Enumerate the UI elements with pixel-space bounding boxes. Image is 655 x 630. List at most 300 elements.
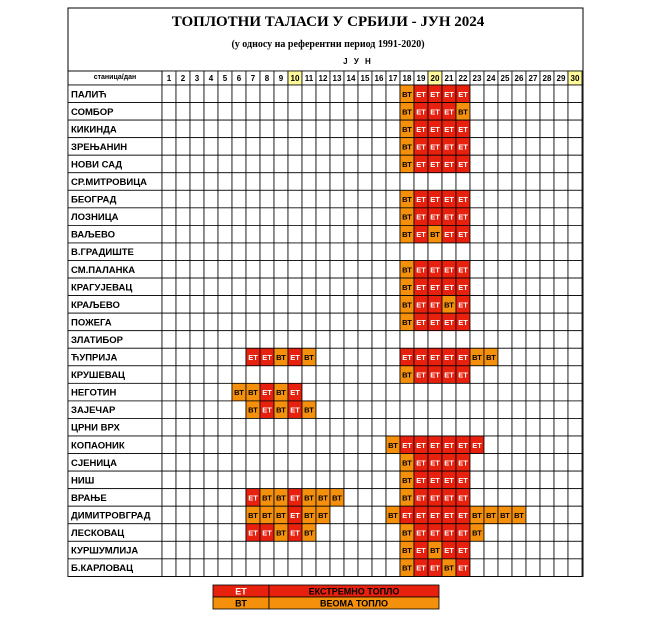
empty-cell <box>358 418 372 436</box>
station-name: ЛОЗНИЦА <box>71 212 119 224</box>
empty-cell <box>470 331 484 349</box>
empty-cell <box>372 261 386 279</box>
empty-cell <box>162 524 176 542</box>
empty-cell <box>526 173 540 191</box>
empty-cell <box>484 225 498 243</box>
empty-cell <box>470 190 484 208</box>
empty-cell <box>484 383 498 401</box>
empty-cell <box>162 418 176 436</box>
heat-cell-label: ЕТ <box>430 282 440 292</box>
empty-cell <box>176 243 190 261</box>
heat-cell-label: ЕТ <box>416 493 426 503</box>
heat-cell-label: ВТ <box>402 475 412 485</box>
empty-cell <box>540 120 554 138</box>
empty-cell <box>386 155 400 173</box>
empty-cell <box>274 541 288 559</box>
empty-cell <box>498 401 512 419</box>
empty-cell <box>190 261 204 279</box>
heat-cell-label: ВТ <box>500 510 510 520</box>
empty-cell <box>218 261 232 279</box>
heat-cell-label: ЕТ <box>444 89 454 99</box>
empty-cell <box>456 173 470 191</box>
empty-cell <box>372 190 386 208</box>
empty-cell <box>526 120 540 138</box>
empty-cell <box>372 559 386 577</box>
heat-cell-label: ЕТ <box>430 563 440 573</box>
empty-cell <box>442 331 456 349</box>
heat-cell-label: ВТ <box>248 405 258 415</box>
empty-cell <box>372 173 386 191</box>
station-name: КОПАОНИК <box>71 440 125 452</box>
empty-cell <box>512 524 526 542</box>
empty-cell <box>540 454 554 472</box>
heat-cell-label: ЕТ <box>444 493 454 503</box>
empty-cell <box>176 436 190 454</box>
empty-cell <box>484 138 498 156</box>
empty-cell <box>484 331 498 349</box>
empty-cell <box>260 85 274 103</box>
empty-cell <box>484 489 498 507</box>
empty-cell <box>302 225 316 243</box>
heat-cell-label: ЕТ <box>416 317 426 327</box>
empty-cell <box>302 120 316 138</box>
empty-cell <box>554 559 568 577</box>
empty-cell <box>204 313 218 331</box>
heat-cell-label: ЕТ <box>248 493 258 503</box>
empty-cell <box>568 401 582 419</box>
heat-cell-label: ЕТ <box>416 230 426 240</box>
empty-cell <box>372 541 386 559</box>
empty-cell <box>218 541 232 559</box>
empty-cell <box>512 348 526 366</box>
empty-cell <box>302 436 316 454</box>
empty-cell <box>218 208 232 226</box>
empty-cell <box>176 454 190 472</box>
empty-cell <box>358 138 372 156</box>
empty-cell <box>246 559 260 577</box>
empty-cell <box>190 278 204 296</box>
empty-cell <box>190 120 204 138</box>
heat-cell-label: ЕТ <box>262 405 272 415</box>
empty-cell <box>554 261 568 279</box>
station-name: НОВИ САД <box>71 159 123 171</box>
empty-cell <box>246 103 260 121</box>
empty-cell <box>498 173 512 191</box>
empty-cell <box>302 261 316 279</box>
station-name: ЦРНИ ВРХ <box>71 422 120 434</box>
heat-cell-label: ЕТ <box>444 124 454 134</box>
empty-cell <box>330 278 344 296</box>
empty-cell <box>204 296 218 314</box>
empty-cell <box>540 541 554 559</box>
heat-cell-label: ЕТ <box>444 159 454 169</box>
empty-cell <box>344 559 358 577</box>
empty-cell <box>442 418 456 436</box>
day-header: 6 <box>236 74 242 83</box>
empty-cell <box>162 278 176 296</box>
empty-cell <box>330 173 344 191</box>
empty-cell <box>274 208 288 226</box>
empty-cell <box>512 489 526 507</box>
heat-cell-label: ЕТ <box>444 317 454 327</box>
empty-cell <box>372 103 386 121</box>
empty-cell <box>358 243 372 261</box>
empty-cell <box>568 383 582 401</box>
empty-cell <box>470 243 484 261</box>
empty-cell <box>176 541 190 559</box>
heat-cell-label: ЕТ <box>458 124 468 134</box>
empty-cell <box>260 208 274 226</box>
empty-cell <box>484 120 498 138</box>
empty-cell <box>162 155 176 173</box>
day-header: 4 <box>208 74 214 83</box>
empty-cell <box>232 278 246 296</box>
empty-cell <box>568 436 582 454</box>
heat-cell-label: ЕТ <box>444 510 454 520</box>
empty-cell <box>498 225 512 243</box>
empty-cell <box>288 559 302 577</box>
empty-cell <box>288 454 302 472</box>
empty-cell <box>540 103 554 121</box>
empty-cell <box>442 401 456 419</box>
empty-cell <box>190 225 204 243</box>
heat-cell-label: ЕТ <box>444 212 454 222</box>
empty-cell <box>204 85 218 103</box>
empty-cell <box>274 155 288 173</box>
empty-cell <box>302 418 316 436</box>
empty-cell <box>498 541 512 559</box>
empty-cell <box>162 454 176 472</box>
empty-cell <box>260 103 274 121</box>
empty-cell <box>568 278 582 296</box>
empty-cell <box>344 489 358 507</box>
empty-cell <box>512 383 526 401</box>
empty-cell <box>568 173 582 191</box>
heat-cell-label: ВТ <box>402 528 412 538</box>
empty-cell <box>176 401 190 419</box>
empty-cell <box>554 401 568 419</box>
heat-cell-label: ЕТ <box>444 475 454 485</box>
empty-cell <box>302 559 316 577</box>
empty-cell <box>386 261 400 279</box>
station-name: ЗЛАТИБОР <box>71 334 123 346</box>
empty-cell <box>232 401 246 419</box>
empty-cell <box>554 190 568 208</box>
empty-cell <box>316 454 330 472</box>
empty-cell <box>288 190 302 208</box>
empty-cell <box>554 155 568 173</box>
station-name: КИКИНДА <box>71 124 117 136</box>
heat-cell-label: ЕТ <box>458 353 468 363</box>
empty-cell <box>358 524 372 542</box>
empty-cell <box>232 85 246 103</box>
heat-cell-label: ЕТ <box>458 230 468 240</box>
empty-cell <box>414 418 428 436</box>
empty-cell <box>512 155 526 173</box>
empty-cell <box>428 331 442 349</box>
empty-cell <box>232 524 246 542</box>
empty-cell <box>218 524 232 542</box>
empty-cell <box>274 120 288 138</box>
empty-cell <box>246 418 260 436</box>
empty-cell <box>316 331 330 349</box>
chart-subtitle: (у односу на референтни период 1991-2020) <box>231 39 425 50</box>
empty-cell <box>498 296 512 314</box>
empty-cell <box>554 489 568 507</box>
empty-cell <box>512 559 526 577</box>
empty-cell <box>386 524 400 542</box>
heat-cell-label: ЕТ <box>458 370 468 380</box>
empty-cell <box>372 401 386 419</box>
empty-cell <box>386 138 400 156</box>
empty-cell <box>176 278 190 296</box>
empty-cell <box>176 120 190 138</box>
empty-cell <box>470 155 484 173</box>
empty-cell <box>190 173 204 191</box>
empty-cell <box>456 331 470 349</box>
empty-cell <box>568 524 582 542</box>
station-name: КРАГУЈЕВАЦ <box>71 282 133 294</box>
empty-cell <box>302 155 316 173</box>
empty-cell <box>358 331 372 349</box>
heat-cell-label: ЕТ <box>416 353 426 363</box>
empty-cell <box>512 120 526 138</box>
empty-cell <box>204 506 218 524</box>
empty-cell <box>372 243 386 261</box>
empty-cell <box>400 383 414 401</box>
heat-cell-label: ЕТ <box>290 528 300 538</box>
empty-cell <box>190 138 204 156</box>
empty-cell <box>330 243 344 261</box>
empty-cell <box>554 524 568 542</box>
empty-cell <box>176 138 190 156</box>
empty-cell <box>330 296 344 314</box>
empty-cell <box>246 85 260 103</box>
empty-cell <box>358 383 372 401</box>
empty-cell <box>204 208 218 226</box>
empty-cell <box>414 243 428 261</box>
empty-cell <box>288 103 302 121</box>
empty-cell <box>442 243 456 261</box>
heat-cell-label: ЕТ <box>402 440 412 450</box>
empty-cell <box>386 489 400 507</box>
heat-cell-label: ЕТ <box>444 528 454 538</box>
empty-cell <box>302 331 316 349</box>
empty-cell <box>274 261 288 279</box>
heat-cell-label: ВТ <box>276 353 286 363</box>
empty-cell <box>204 348 218 366</box>
empty-cell <box>484 103 498 121</box>
heat-cell-label: ЕТ <box>458 265 468 275</box>
empty-cell <box>344 541 358 559</box>
empty-cell <box>232 261 246 279</box>
empty-cell <box>386 243 400 261</box>
empty-cell <box>330 331 344 349</box>
empty-cell <box>512 225 526 243</box>
empty-cell <box>274 454 288 472</box>
heat-cell-label: ВТ <box>402 159 412 169</box>
heat-cell-label: ЕТ <box>430 317 440 327</box>
empty-cell <box>344 383 358 401</box>
empty-cell <box>484 541 498 559</box>
empty-cell <box>316 401 330 419</box>
heat-cell-label: ЕТ <box>430 159 440 169</box>
empty-cell <box>232 436 246 454</box>
empty-cell <box>498 524 512 542</box>
empty-cell <box>316 348 330 366</box>
empty-cell <box>344 348 358 366</box>
empty-cell <box>344 313 358 331</box>
empty-cell <box>288 243 302 261</box>
empty-cell <box>316 296 330 314</box>
empty-cell <box>316 208 330 226</box>
empty-cell <box>526 155 540 173</box>
empty-cell <box>386 401 400 419</box>
heat-cell-label: ВТ <box>486 353 496 363</box>
empty-cell <box>470 541 484 559</box>
empty-cell <box>372 296 386 314</box>
empty-cell <box>288 541 302 559</box>
heat-cell-label: ЕТ <box>248 353 258 363</box>
heat-cell-label: ВТ <box>402 458 412 468</box>
empty-cell <box>316 155 330 173</box>
empty-cell <box>232 506 246 524</box>
heat-cell-label: ВТ <box>318 510 328 520</box>
empty-cell <box>232 331 246 349</box>
heat-cell-label: ЕТ <box>430 510 440 520</box>
empty-cell <box>428 383 442 401</box>
empty-cell <box>204 331 218 349</box>
empty-cell <box>540 366 554 384</box>
heat-cell-label: ЕТ <box>430 370 440 380</box>
empty-cell <box>358 190 372 208</box>
heat-cell-label: ЕТ <box>430 528 440 538</box>
heat-cell-label: ЕТ <box>444 353 454 363</box>
heat-cell-label: ЕТ <box>416 300 426 310</box>
empty-cell <box>540 190 554 208</box>
empty-cell <box>470 120 484 138</box>
empty-cell <box>274 225 288 243</box>
empty-cell <box>568 366 582 384</box>
empty-cell <box>302 383 316 401</box>
empty-cell <box>330 436 344 454</box>
empty-cell <box>344 208 358 226</box>
empty-cell <box>330 454 344 472</box>
empty-cell <box>512 331 526 349</box>
heat-cell-label: ЕТ <box>458 159 468 169</box>
heat-cell-label: ЕТ <box>458 440 468 450</box>
heat-cell-label: ЕТ <box>416 546 426 556</box>
empty-cell <box>162 138 176 156</box>
day-header: 7 <box>250 74 256 83</box>
empty-cell <box>358 120 372 138</box>
empty-cell <box>498 190 512 208</box>
empty-cell <box>232 296 246 314</box>
day-header: 30 <box>570 74 580 83</box>
empty-cell <box>358 173 372 191</box>
heat-cell-label: ВТ <box>262 493 272 503</box>
empty-cell <box>414 383 428 401</box>
heat-cell-label: ВТ <box>304 493 314 503</box>
empty-cell <box>260 471 274 489</box>
heat-cell-label: ВТ <box>248 388 258 398</box>
empty-cell <box>386 559 400 577</box>
empty-cell <box>190 524 204 542</box>
empty-cell <box>232 225 246 243</box>
legend <box>213 585 439 609</box>
empty-cell <box>344 436 358 454</box>
heat-cell-label: ЕТ <box>444 265 454 275</box>
empty-cell <box>316 103 330 121</box>
empty-cell <box>204 120 218 138</box>
empty-cell <box>526 541 540 559</box>
heat-cell-label: ЕТ <box>416 124 426 134</box>
empty-cell <box>498 313 512 331</box>
empty-cell <box>554 331 568 349</box>
empty-cell <box>526 138 540 156</box>
empty-cell <box>316 313 330 331</box>
station-name: НИШ <box>71 475 95 487</box>
empty-cell <box>484 243 498 261</box>
heat-cell-label: ЕТ <box>262 528 272 538</box>
empty-cell <box>260 190 274 208</box>
empty-cell <box>344 103 358 121</box>
empty-cell <box>288 120 302 138</box>
heat-cell-label: ЕТ <box>416 142 426 152</box>
empty-cell <box>246 366 260 384</box>
empty-cell <box>204 401 218 419</box>
empty-cell <box>344 155 358 173</box>
empty-cell <box>204 278 218 296</box>
empty-cell <box>274 138 288 156</box>
empty-cell <box>316 471 330 489</box>
empty-cell <box>176 155 190 173</box>
heat-cell-label: ВТ <box>276 510 286 520</box>
empty-cell <box>470 103 484 121</box>
day-header: 17 <box>388 74 398 83</box>
empty-cell <box>540 261 554 279</box>
station-name: ЗАЈЕЧАР <box>71 405 116 417</box>
heat-cell-label: ВТ <box>388 510 398 520</box>
empty-cell <box>274 331 288 349</box>
empty-cell <box>470 313 484 331</box>
day-header: 28 <box>542 74 552 83</box>
empty-cell <box>568 190 582 208</box>
empty-cell <box>442 383 456 401</box>
empty-cell <box>526 489 540 507</box>
heat-cell-label: ВТ <box>402 124 412 134</box>
empty-cell <box>260 313 274 331</box>
empty-cell <box>232 138 246 156</box>
empty-cell <box>358 348 372 366</box>
empty-cell <box>190 471 204 489</box>
empty-cell <box>372 225 386 243</box>
empty-cell <box>484 366 498 384</box>
empty-cell <box>512 278 526 296</box>
empty-cell <box>302 366 316 384</box>
empty-cell <box>372 278 386 296</box>
empty-cell <box>400 401 414 419</box>
empty-cell <box>470 173 484 191</box>
heat-cell-label: ЕТ <box>458 510 468 520</box>
empty-cell <box>162 383 176 401</box>
empty-cell <box>540 225 554 243</box>
empty-cell <box>526 190 540 208</box>
empty-cell <box>162 296 176 314</box>
empty-cell <box>484 173 498 191</box>
empty-cell <box>218 489 232 507</box>
empty-cell <box>498 559 512 577</box>
